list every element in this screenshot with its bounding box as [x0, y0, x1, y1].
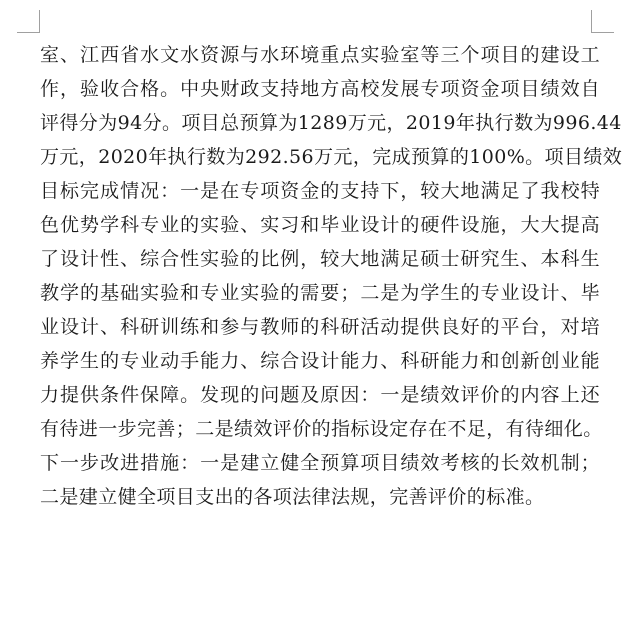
top-left-margin-mark	[17, 10, 40, 33]
text-line: 有待进一步完善；二是绩效评价的指标设定存在不足，有待细化。	[40, 418, 603, 440]
top-right-margin-mark	[591, 10, 614, 33]
body-text	[40, 38, 623, 514]
text-line: 色优势学科专业的实验、实习和毕业设计的硬件设施，大大提高	[40, 214, 600, 236]
text-line: 力提供条件保障。发现的问题及原因：一是绩效评价的内容上还	[40, 384, 600, 406]
text-line: 了设计性、综合性实验的比例，较大地满足硕士研究生、本科生	[40, 248, 600, 270]
text-line: 教学的基础实验和专业实验的需要；二是为学生的专业设计、毕	[40, 282, 600, 304]
text-line: 室、江西省水文水资源与水环境重点实验室等三个项目的建设工	[40, 44, 600, 66]
text-line: 目标完成情况：一是在专项资金的支持下，较大地满足了我校特	[40, 180, 600, 202]
text-line: 业设计、科研训练和参与教师的科研活动提供良好的平台，对培	[40, 316, 600, 338]
text-line: 万元，2020年执行数为292.56万元，完成预算的100%。项目绩效	[40, 146, 623, 168]
text-line: 二是建立健全项目支出的各项法律法规，完善评价的标准。	[40, 486, 545, 508]
text-line: 评得分为94分。项目总预算为1289万元，2019年执行数为996.44	[40, 112, 622, 134]
text-line: 下一步改进措施：一是建立健全预算项目绩效考核的长效机制；	[40, 452, 600, 474]
text-line: 作，验收合格。中央财政支持地方高校发展专项资金项目绩效自	[40, 78, 600, 100]
text-line: 养学生的专业动手能力、综合设计能力、科研能力和创新创业能	[40, 350, 600, 372]
